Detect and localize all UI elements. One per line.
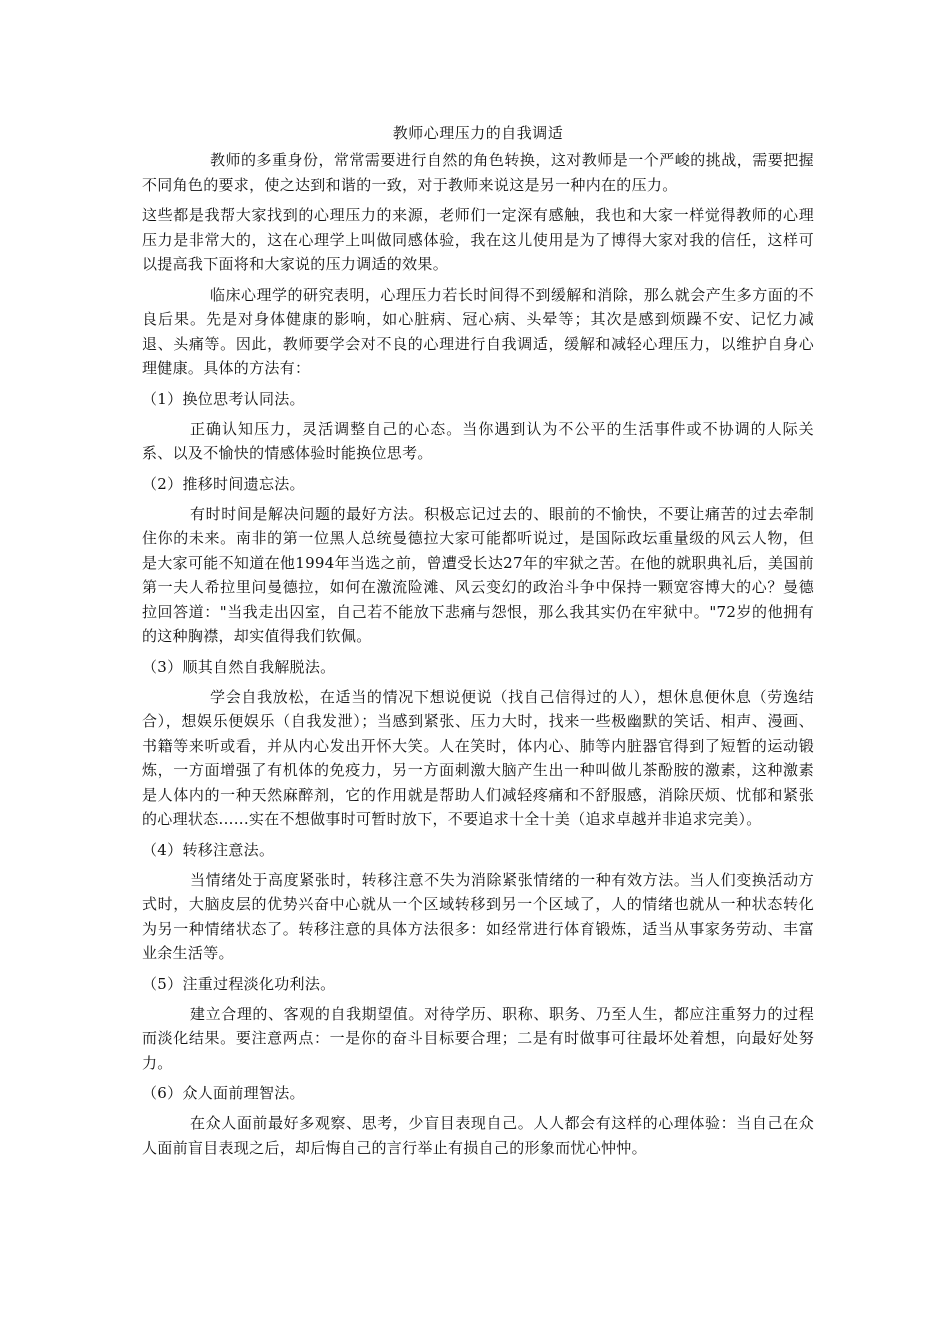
method-heading-5: （5）注重过程淡化功利法。: [142, 974, 336, 993]
intro-paragraph-2: 这些都是我帮大家找到的心理压力的来源，老师们一定深有感触，我也和大家一样觉得教师的心理压力是非常大的，这在心理学上叫做同感体验，我在这儿使用是为了博得大家对我的信任，这样可以提高我下面将和大家说的压力调适的效果。: [142, 206, 814, 273]
method-heading-2: （2）推移时间遗忘法。: [142, 474, 305, 493]
method-heading-4: （4）转移注意法。: [142, 840, 275, 859]
intro-paragraph-1: 教师的多重身份，常常需要进行自然的角色转换，这对教师是一个严峻的挑战，需要把握不同角色的要求，使之达到和谐的一致，对于教师来说这是另一种内在的压力。: [142, 151, 814, 194]
method-body-3: 学会自我放松，在适当的情况下想说便说（找自己信得过的人），想休息便休息（劳逸结合），想娱乐便娱乐（自我发泄）；当感到紧张、压力大时，找来一些极幽默的笑话、相声、漫画、书籍等来听或看，并从内心发出开怀大笑。人在笑时，体内心、肺等内脏器官得到了短暂的运动锻炼，一方面增强了有机体的免疫力，另一方面刺激大脑产生出一种叫做儿茶酚胺的激素，这种激素是人体内的一种天然麻醉剂，它的作用就是帮助人们减轻疼痛和不舒服感，消除厌烦、忧郁和紧张的心理状态......实在不想做事时可暂时放下，不要追求十全十美（追求卓越并非追求完美）。: [142, 687, 814, 828]
method-heading-6: （6）众人面前理智法。: [142, 1084, 305, 1102]
document-page: [142, 120, 814, 1166]
method-body-1: 正确认知压力，灵活调整自己的心态。当你遇到认为不公平的生活事件或不协调的人际关系、以及不愉快的情感体验时能换位思考。: [142, 419, 814, 462]
document-title: 教师心理压力的自我调适: [392, 124, 564, 142]
method-body-2: 有时时间是解决问题的最好方法。积极忘记过去的、眼前的不愉快，不要让痛苦的过去牵制住你的未来。南非的第一位黑人总统曼德拉大家可能都听说过，是国际政坛重量级的风云人物，但是大家可能不知道在他1994年当选之前，曾遭受长达27年的牢狱之苦。在他的就职典礼后，美国前第一夫人希拉里问曼德拉，如何在激流险滩、风云变幻的政治斗争中保持一颗宽容博大的心？曼德拉回答道："当我走出囚室，自己若不能放下悲痛与怨恨，那么我其实仍在牢狱中。"72岁的他拥有的这种胸襟，却实值得我们钦佩。: [142, 504, 814, 645]
method-heading-1: （1）换位思考认同法。: [142, 389, 305, 408]
method-body-4: 当情绪处于高度紧张时，转移注意不失为消除紧张情绪的一种有效方法。当人们变换活动方式时，大脑皮层的优势兴奋中心就从一个区域转移到另一个区域了，人的情绪也就从一种状态转化为另一种情绪状态了。转移注意的具体方法很多：如经常进行体育锻炼，适当从事家务劳动、丰富业余生活等。: [142, 870, 814, 962]
intro-paragraph-3: 临床心理学的研究表明，心理压力若长时间得不到缓解和消除，那么就会产生多方面的不良后果。先是对身体健康的影响，如心脏病、冠心病、头晕等；其次是感到烦躁不安、记忆力减退、头痛等。因此，教师要学会对不良的心理进行自我调适，缓解和减轻心理压力，以维护自身心理健康。具体的方法有：: [142, 285, 814, 377]
method-body-6: 在众人面前最好多观察、思考，少盲目表现自己。人人都会有这样的心理体验：当自己在众人面前盲目表现之后，却后悔自己的言行举止有损自己的形象而忧心忡忡。: [142, 1114, 814, 1157]
method-heading-3: （3）顺其自然自我解脱法。: [142, 657, 336, 676]
method-body-5: 建立合理的、客观的自我期望值。对待学历、职称、职务、乃至人生，都应注重努力的过程而淡化结果。要注意两点：一是你的奋斗目标要合理；二是有时做事可往最坏处着想，向最好处努力。: [142, 1004, 814, 1072]
